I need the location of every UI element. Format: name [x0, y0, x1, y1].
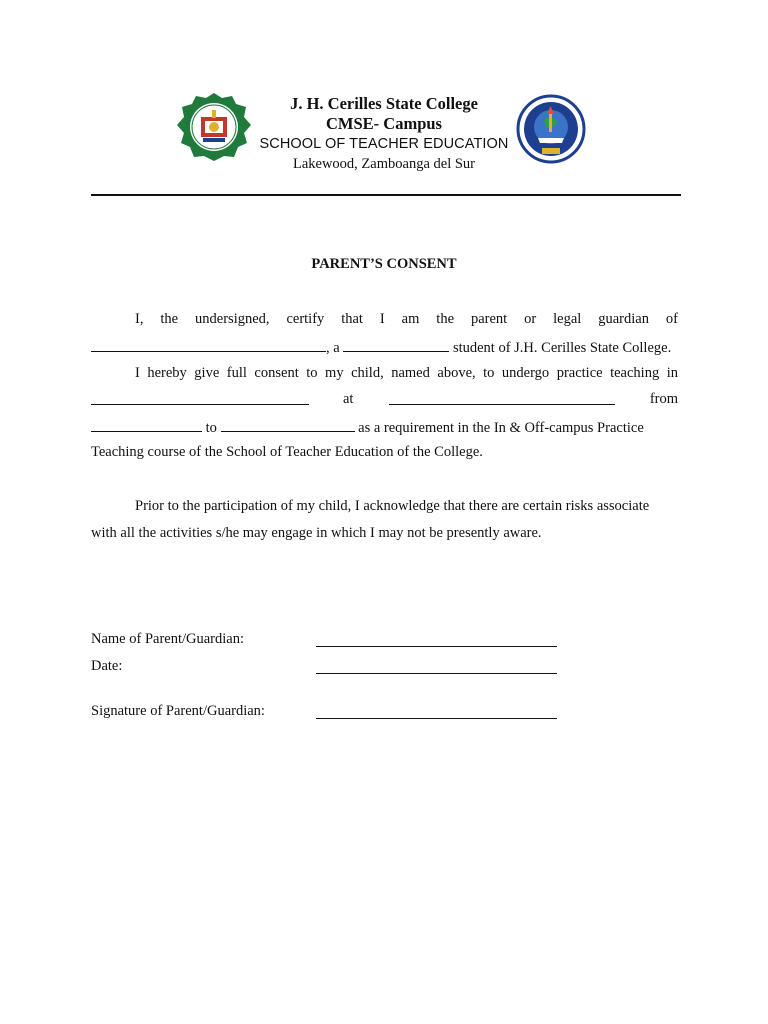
word: certify: [286, 311, 325, 327]
word: the: [436, 311, 455, 327]
word: am: [401, 311, 420, 327]
signature-label: Signature of Parent/Guardian:: [91, 703, 265, 719]
word: legal: [553, 311, 582, 327]
college-seal-logo: [176, 92, 252, 162]
requirement-text: as a requirement in the In & Off-campus Practice: [358, 420, 644, 436]
parent-name-field[interactable]: [316, 631, 557, 647]
location-blank[interactable]: [389, 390, 615, 405]
parent-name-label: Name of Parent/Guardian:: [91, 631, 245, 647]
letterhead: [250, 94, 518, 174]
word: undersigned,: [195, 311, 270, 327]
word: the: [160, 311, 179, 327]
document-title: PARENT’S CONSENT: [311, 256, 457, 272]
para3-line1: Prior to the participation of my child, I acknowledge that there are certain risks associate: [135, 498, 650, 514]
from-text: from: [649, 391, 678, 407]
date-label: Date:: [91, 658, 123, 674]
course-year-blank[interactable]: [343, 337, 449, 352]
campus-name: CMSE- Campus: [326, 114, 442, 133]
word: that: [341, 311, 363, 327]
para1-line2: [91, 337, 678, 357]
word: I: [379, 311, 385, 327]
para3-line2: with all the activities s/he may engage in which I may not be presently aware.: [91, 525, 542, 541]
para2-line3: [91, 417, 678, 437]
college-location: Lakewood, Zamboanga del Sur: [292, 156, 475, 172]
word: parent: [470, 311, 508, 327]
word: or: [524, 311, 537, 327]
para2-line1: I hereby give full consent to my child, named above, to undergo practice teaching in: [135, 365, 678, 381]
date-field[interactable]: [316, 658, 557, 674]
para2-line4: Teaching course of the School of Teacher Education of the College.: [91, 444, 483, 460]
student-of-text: student of J.H. Cerilles State College.: [452, 340, 672, 356]
teacher-education-logo: [516, 94, 586, 164]
child-name-blank[interactable]: [91, 337, 326, 352]
word: of: [665, 311, 678, 327]
start-date-blank[interactable]: [91, 417, 202, 432]
at-text: at: [343, 391, 354, 407]
to-text: to: [205, 420, 217, 436]
school-name-blank[interactable]: [91, 390, 309, 405]
word: guardian: [598, 311, 649, 327]
college-name: J. H. Cerilles State College: [290, 94, 478, 113]
text-a: , a: [326, 340, 340, 356]
end-date-blank[interactable]: [221, 417, 355, 432]
word: I,: [135, 311, 144, 327]
school-name: SCHOOL OF TEACHER EDUCATION: [259, 136, 509, 152]
para1-line1: [91, 310, 678, 328]
header-divider: [91, 194, 681, 196]
signature-field[interactable]: [316, 703, 557, 719]
